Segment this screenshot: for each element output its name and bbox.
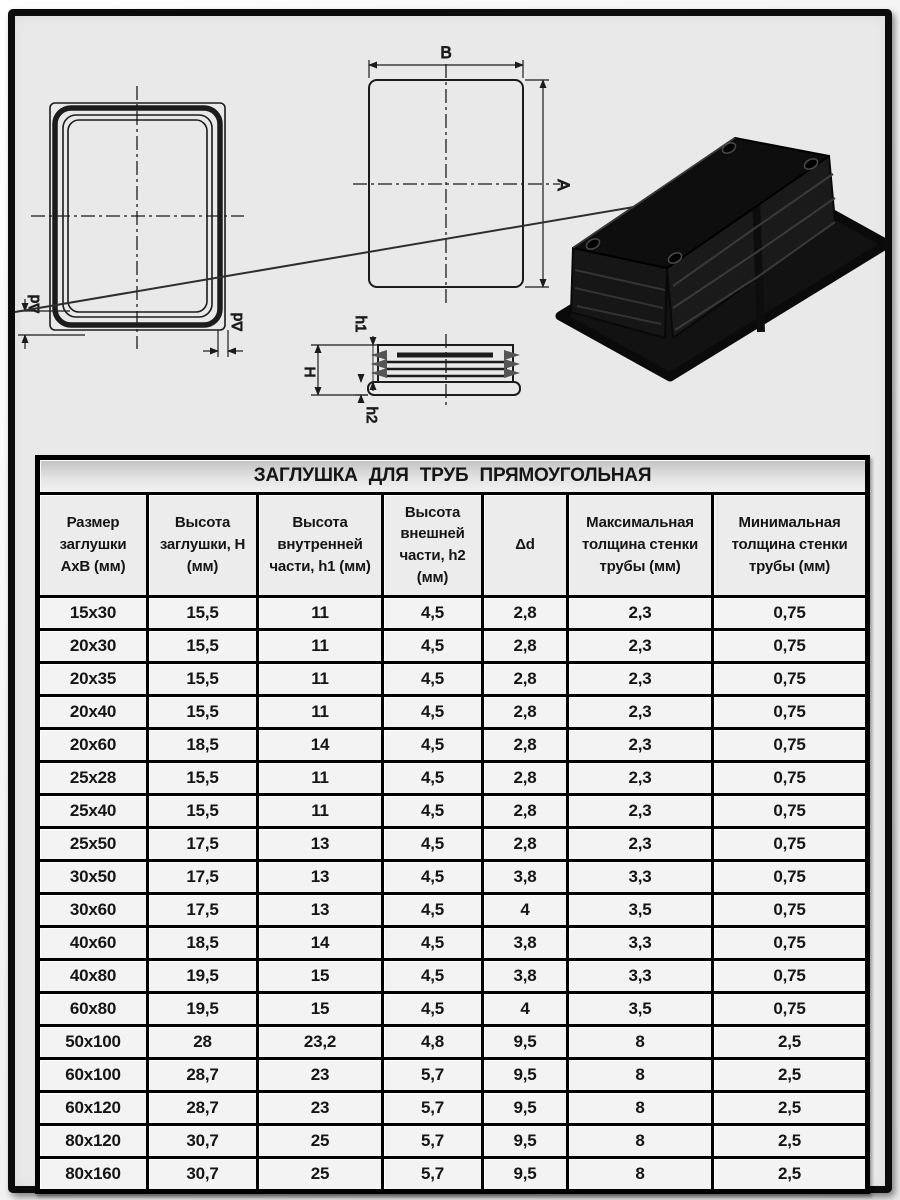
table-cell: 2,5 [713,1026,868,1059]
table-cell: 4,8 [383,1026,483,1059]
dim-label-delta-left: Δd [26,294,43,314]
top-view-drawing [353,43,573,303]
column-header-height: Высота заглушки, Н (мм) [148,494,258,597]
table-cell: 2,8 [483,828,568,861]
table-cell: 4,5 [383,927,483,960]
table-row [38,762,868,795]
column-header-inner-height: Высота внутренней части, h1 (мм) [258,494,383,597]
table-cell: 15 [258,960,383,993]
table-cell: 3,8 [483,960,568,993]
table-cell: 8 [568,1026,713,1059]
spec-table [35,455,870,1194]
table-cell: 25 [258,1125,383,1158]
table-cell: 3,8 [483,861,568,894]
table-cell: 4 [483,993,568,1026]
table-cell: 4 [483,894,568,927]
product-photo [15,138,885,377]
table-cell: 30,7 [148,1125,258,1158]
table-cell: 4,5 [383,861,483,894]
side-flange-rect [368,382,520,395]
table-cell: 23 [258,1059,383,1092]
table-cell: 2,8 [483,795,568,828]
table-row [38,1092,868,1125]
table-cell: 2,3 [568,729,713,762]
table-row [38,597,868,630]
table-cell: 11 [258,630,383,663]
table-row [38,1059,868,1092]
dim-label-B: B [440,43,452,62]
column-header-outer-height: Высота внешней части, h2 (мм) [383,494,483,597]
table-cell: 3,3 [568,960,713,993]
table-cell: 4,5 [383,795,483,828]
table-cell: 11 [258,597,383,630]
table-cell: 20x40 [38,696,148,729]
table-cell: 13 [258,828,383,861]
table-cell: 4,5 [383,696,483,729]
table-cell: 0,75 [713,993,868,1026]
table-cell: 0,75 [713,696,868,729]
table-cell: 15,5 [148,597,258,630]
table-row [38,1125,868,1158]
table-cell: 9,5 [483,1092,568,1125]
table-cell: 9,5 [483,1059,568,1092]
technical-drawings [15,16,885,454]
table-cell: 17,5 [148,894,258,927]
table-cell: 19,5 [148,960,258,993]
table-cell: 80x160 [38,1158,148,1192]
table-row [38,993,868,1026]
table-cell: 5,7 [383,1059,483,1092]
table-cell: 25x40 [38,795,148,828]
table-cell: 40x60 [38,927,148,960]
table-cell: 60x100 [38,1059,148,1092]
side-view-drawing [301,316,520,424]
table-cell: 4,5 [383,828,483,861]
table-cell: 0,75 [713,861,868,894]
table-cell: 2,8 [483,630,568,663]
table-cell: 30x60 [38,894,148,927]
table-cell: 0,75 [713,894,868,927]
column-header-max-wall: Максимальная толщина стенки трубы (мм) [568,494,713,597]
table-cell: 9,5 [483,1026,568,1059]
table-cell: 20x35 [38,663,148,696]
table-cell: 3,5 [568,993,713,1026]
table-cell: 80x120 [38,1125,148,1158]
table-cell: 14 [258,927,383,960]
table-cell: 3,8 [483,927,568,960]
table-row [38,696,868,729]
table-cell: 18,5 [148,729,258,762]
table-cell: 25x50 [38,828,148,861]
table-row [38,795,868,828]
table-cell: 17,5 [148,861,258,894]
table-cell: 2,8 [483,729,568,762]
table-cell: 8 [568,1158,713,1192]
table-cell: 2,5 [713,1158,868,1192]
table-title: ЗАГЛУШКА ДЛЯ ТРУБ ПРЯМОУГОЛЬНАЯ [38,458,868,494]
spec-sheet-page [8,9,892,1193]
table-row [38,729,868,762]
table-cell: 4,5 [383,960,483,993]
table-cell: 20x60 [38,729,148,762]
table-cell: 4,5 [383,630,483,663]
table-cell: 11 [258,663,383,696]
table-cell: 2,3 [568,762,713,795]
table-cell: 3,3 [568,927,713,960]
table-cell: 2,3 [568,828,713,861]
table-cell: 28,7 [148,1092,258,1125]
table-cell: 13 [258,861,383,894]
table-title-row [38,458,868,494]
table-cell: 5,7 [383,1092,483,1125]
table-cell: 4,5 [383,729,483,762]
table-cell: 4,5 [383,597,483,630]
table-cell: 0,75 [713,927,868,960]
table-cell: 3,5 [568,894,713,927]
table-cell: 60x120 [38,1092,148,1125]
table-cell: 2,5 [713,1059,868,1092]
table-row [38,1158,868,1192]
table-cell: 15,5 [148,696,258,729]
dim-label-delta-right: Δd [229,312,246,332]
table-cell: 2,8 [483,597,568,630]
table-cell: 4,5 [383,762,483,795]
table-row [38,894,868,927]
table-cell: 15,5 [148,795,258,828]
table-cell: 14 [258,729,383,762]
table-cell: 23 [258,1092,383,1125]
table-cell: 4,5 [383,993,483,1026]
table-cell: 5,7 [383,1125,483,1158]
table-cell: 2,5 [713,1125,868,1158]
table-cell: 40x80 [38,960,148,993]
table-cell: 15x30 [38,597,148,630]
table-cell: 2,8 [483,762,568,795]
table-cell: 11 [258,696,383,729]
table-cell: 2,3 [568,630,713,663]
table-cell: 60x80 [38,993,148,1026]
table-cell: 15 [258,993,383,1026]
table-cell: 8 [568,1059,713,1092]
dim-label-h2: h2 [363,406,380,424]
table-cell: 2,3 [568,663,713,696]
table-cell: 2,3 [568,696,713,729]
table-cell: 2,8 [483,696,568,729]
table-cell: 9,5 [483,1125,568,1158]
column-header-delta-d: Δd [483,494,568,597]
table-cell: 0,75 [713,729,868,762]
dim-label-h1: h1 [352,315,369,333]
table-cell: 15,5 [148,762,258,795]
table-cell: 2,3 [568,597,713,630]
table-row [38,828,868,861]
table-cell: 0,75 [713,630,868,663]
table-cell: 19,5 [148,993,258,1026]
table-cell: 25x28 [38,762,148,795]
table-cell: 23,2 [258,1026,383,1059]
table-cell: 2,3 [568,795,713,828]
table-cell: 17,5 [148,828,258,861]
dim-label-A: A [554,179,573,191]
table-cell: 2,8 [483,663,568,696]
table-cell: 28 [148,1026,258,1059]
table-row [38,1026,868,1059]
spec-table-body [38,597,868,1192]
table-row [38,630,868,663]
table-cell: 30,7 [148,1158,258,1192]
table-cell: 8 [568,1125,713,1158]
table-row [38,861,868,894]
table-cell: 0,75 [713,597,868,630]
column-header-min-wall: Минимальная толщина стенки трубы (мм) [713,494,868,597]
table-cell: 4,5 [383,663,483,696]
table-cell: 30x50 [38,861,148,894]
table-cell: 9,5 [483,1158,568,1192]
table-cell: 15,5 [148,663,258,696]
table-cell: 50x100 [38,1026,148,1059]
table-cell: 8 [568,1092,713,1125]
table-cell: 18,5 [148,927,258,960]
table-cell: 0,75 [713,762,868,795]
table-header-row [38,494,868,597]
table-cell: 0,75 [713,795,868,828]
table-cell: 3,3 [568,861,713,894]
table-cell: 25 [258,1158,383,1192]
table-row [38,663,868,696]
column-header-size: Размер заглушки АхВ (мм) [38,494,148,597]
table-cell: 15,5 [148,630,258,663]
front-dim-delta-right [203,330,243,357]
table-cell: 20x30 [38,630,148,663]
table-cell: 2,5 [713,1092,868,1125]
table-cell: 0,75 [713,960,868,993]
table-cell: 11 [258,762,383,795]
table-cell: 28,7 [148,1059,258,1092]
front-view-drawing [18,86,246,357]
table-cell: 11 [258,795,383,828]
table-cell: 0,75 [713,663,868,696]
table-cell: 0,75 [713,828,868,861]
table-row [38,927,868,960]
table-row [38,960,868,993]
table-cell: 5,7 [383,1158,483,1192]
dim-label-H: H [301,366,318,378]
side-dim-h2 [355,374,368,403]
table-cell: 4,5 [383,894,483,927]
table-cell: 13 [258,894,383,927]
